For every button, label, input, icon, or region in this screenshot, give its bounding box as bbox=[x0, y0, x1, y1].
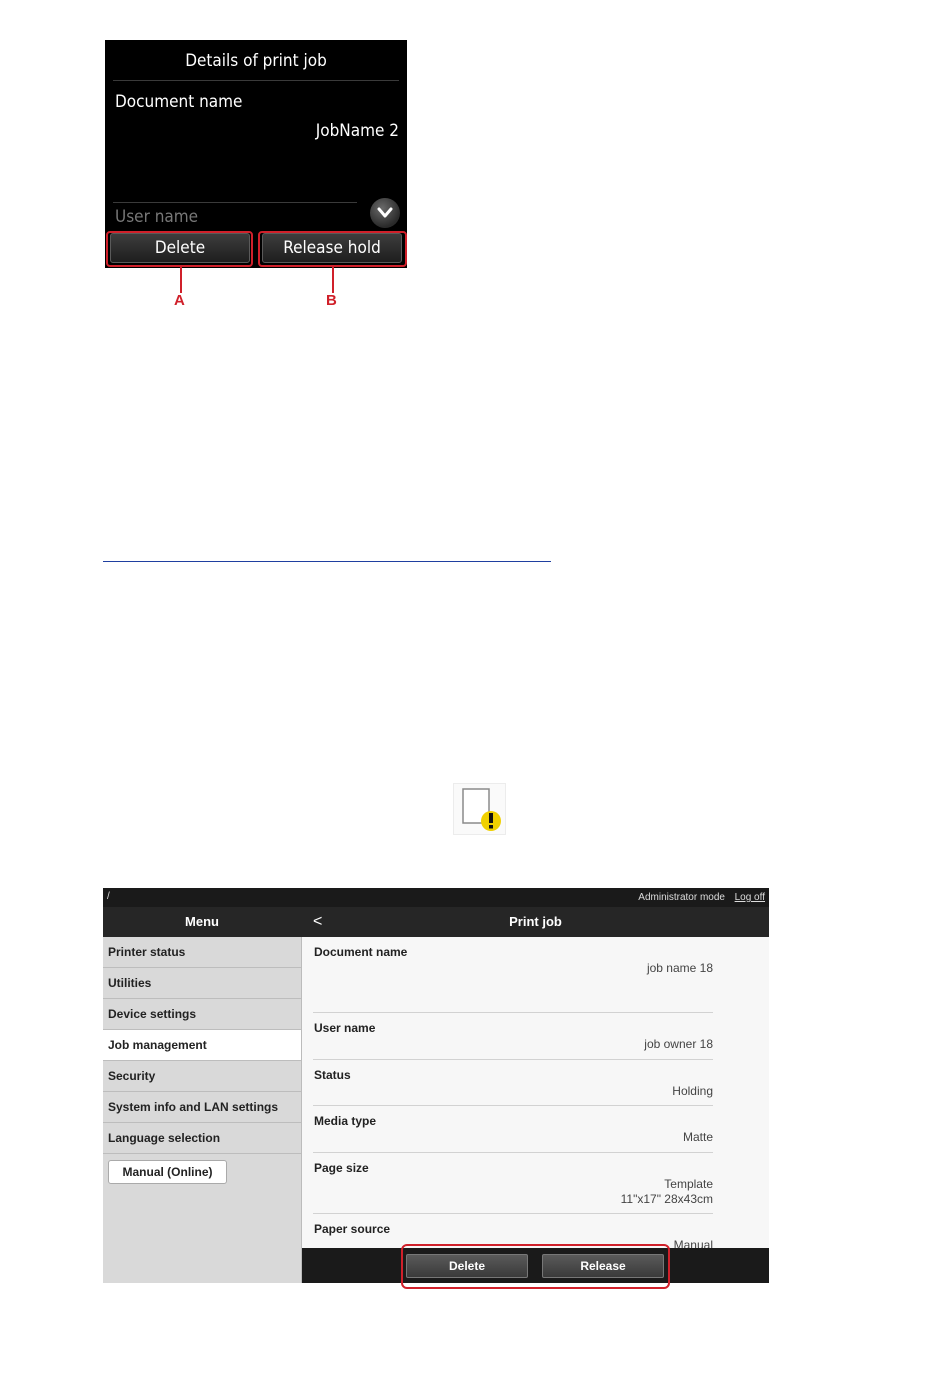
detail-row bbox=[313, 937, 713, 1013]
detail-label: User name bbox=[314, 1021, 376, 1035]
detail-label: Status bbox=[314, 1068, 351, 1082]
lcd-title-divider bbox=[113, 80, 399, 81]
detail-row bbox=[313, 1013, 713, 1060]
callout-line-a bbox=[180, 267, 182, 293]
detail-label: Page size bbox=[314, 1161, 369, 1175]
document-warning-icon bbox=[453, 783, 506, 835]
detail-row bbox=[313, 1060, 713, 1106]
highlight-box-b bbox=[258, 231, 407, 267]
lcd-title: Details of print job bbox=[185, 51, 327, 71]
detail-row bbox=[313, 1106, 713, 1153]
detail-value: job owner 18 bbox=[644, 1037, 713, 1051]
release-button[interactable]: Release bbox=[542, 1254, 664, 1278]
lcd-document-name-label: Document name bbox=[115, 92, 243, 112]
detail-value: Template bbox=[664, 1177, 713, 1191]
lcd-release-hold-button[interactable]: Release hold bbox=[262, 233, 402, 263]
job-details-panel bbox=[302, 937, 769, 1248]
sidebar-item-job-management[interactable]: Job management bbox=[103, 1030, 301, 1061]
header-bar bbox=[103, 907, 769, 937]
detail-value-secondary: 11"x17" 28x43cm bbox=[620, 1192, 713, 1206]
highlight-box-a bbox=[106, 231, 253, 267]
path-slash: / bbox=[107, 891, 110, 902]
detail-value: Matte bbox=[682, 1130, 713, 1144]
sidebar-item-language-selection[interactable]: Language selection bbox=[103, 1123, 301, 1154]
admin-mode-label: Administrator mode bbox=[638, 892, 725, 903]
callout-label-b: B bbox=[326, 292, 337, 309]
manual-online-button[interactable]: Manual (Online) bbox=[108, 1160, 227, 1184]
back-button[interactable]: < bbox=[313, 913, 323, 930]
lcd-document-name-value: JobName 2 bbox=[315, 121, 399, 141]
menu-title: Menu bbox=[185, 914, 219, 929]
sidebar-item-system-info[interactable]: System info and LAN settings bbox=[103, 1092, 301, 1123]
lcd-row-divider bbox=[113, 202, 357, 203]
detail-value: Holding bbox=[672, 1084, 713, 1098]
sidebar-item-device-settings[interactable]: Device settings bbox=[103, 999, 301, 1030]
callout-label-a: A bbox=[174, 292, 185, 309]
scroll-down-icon[interactable] bbox=[370, 198, 400, 228]
detail-row bbox=[313, 1153, 713, 1214]
link-underline bbox=[103, 561, 551, 562]
detail-value: Manual bbox=[673, 1238, 713, 1248]
detail-row bbox=[313, 1214, 713, 1248]
page-title: Print job bbox=[509, 914, 562, 929]
sidebar-item-utilities[interactable]: Utilities bbox=[103, 968, 301, 999]
log-off-link[interactable]: Log off bbox=[734, 892, 765, 903]
callout-line-b bbox=[332, 267, 334, 293]
sidebar-item-printer-status[interactable]: Printer status bbox=[103, 937, 301, 968]
detail-label: Media type bbox=[314, 1114, 377, 1128]
highlight-box-remote-buttons bbox=[401, 1244, 670, 1289]
detail-value: job name 18 bbox=[646, 961, 713, 975]
lcd-delete-button[interactable]: Delete bbox=[110, 233, 250, 263]
sidebar bbox=[103, 937, 302, 1283]
remote-ui-window bbox=[103, 888, 769, 1283]
top-bar bbox=[103, 888, 769, 907]
detail-label: Document name bbox=[314, 945, 408, 959]
lcd-user-name-label: User name bbox=[115, 207, 199, 227]
detail-label: Paper source bbox=[314, 1222, 391, 1236]
sidebar-item-security[interactable]: Security bbox=[103, 1061, 301, 1092]
delete-button[interactable]: Delete bbox=[406, 1254, 528, 1278]
